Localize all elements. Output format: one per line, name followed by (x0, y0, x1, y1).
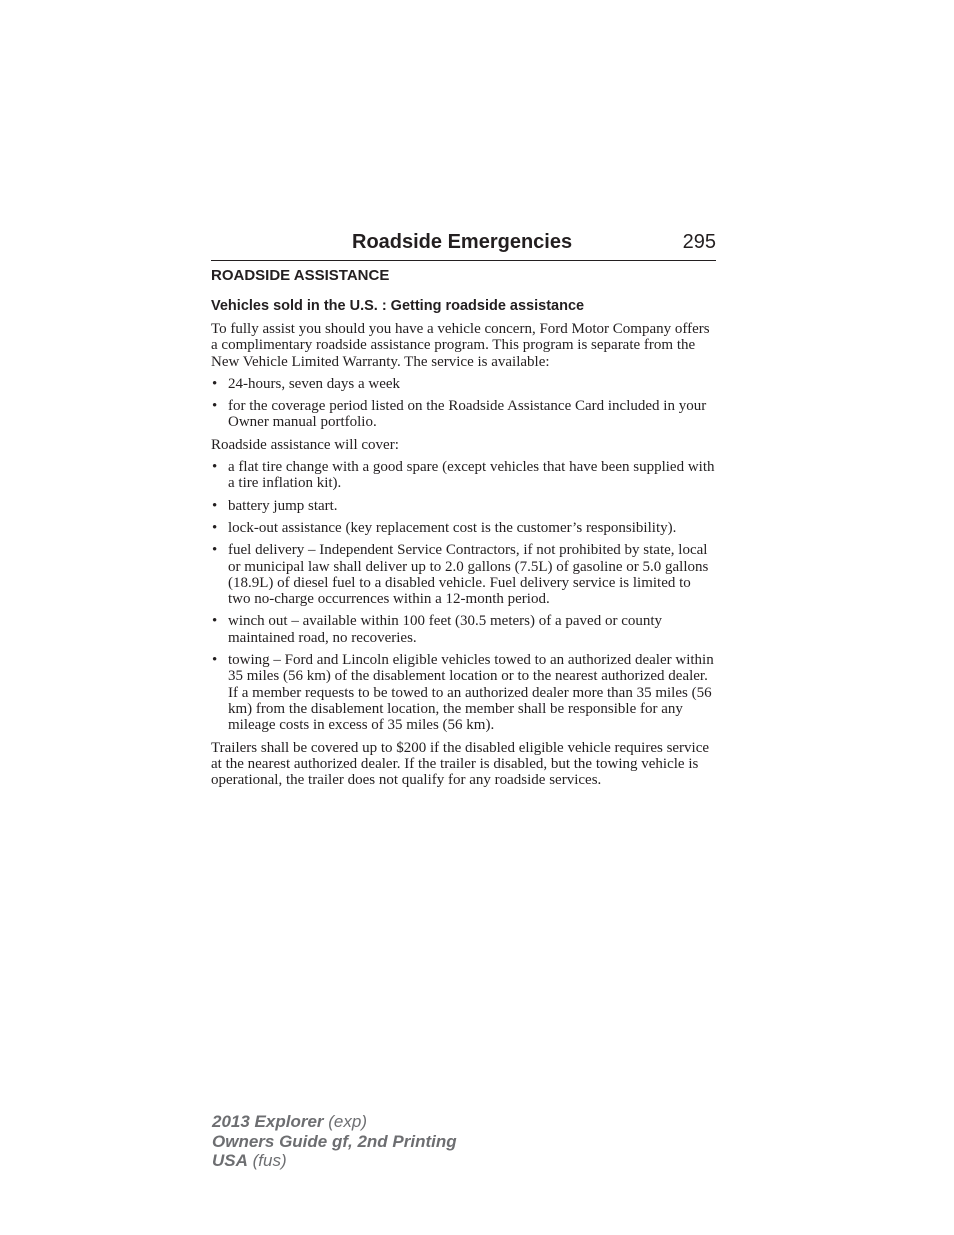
footer-market: USA (212, 1151, 248, 1170)
list-item (211, 398, 717, 431)
list-item-text: towing – Ford and Lincoln eligible vehicles towed to an authorized dealer within 35 miles (56 km) of the disablement location or to the nearest authorized dealer. If a member requests to be towed to an authorized dealer more than 35 miles (56 km) from the disablement location, the member shall be responsible for any mileage costs in excess of 35 miles (56 km). (228, 652, 714, 734)
footer-model-code: (exp) (328, 1112, 367, 1131)
page-header (211, 228, 716, 261)
bullet-icon: • (212, 542, 218, 559)
page-number: 295 (682, 231, 716, 253)
bullet-icon: • (212, 459, 218, 476)
footer-model: 2013 Explorer (212, 1112, 324, 1131)
page-content (211, 266, 717, 788)
list-item-text: a flat tire change with a good spare (except vehicles that have been supplied with a tire inflation kit). (228, 459, 715, 492)
header-title: Roadside Emergencies (352, 231, 573, 253)
list-item (211, 613, 717, 646)
list-item (211, 520, 717, 536)
list-item (211, 542, 717, 607)
list-item-text: winch out – available within 100 feet (30.5 meters) of a paved or county maintained road, no recoveries. (228, 613, 663, 646)
list-item-text: 24-hours, seven days a week (228, 375, 401, 392)
footer-line-market (212, 1151, 457, 1171)
section-heading: ROADSIDE ASSISTANCE (211, 267, 390, 284)
list-item (211, 652, 717, 733)
list-item-text: for the coverage period listed on the Roadside Assistance Card included in your Owner manual portfolio. (228, 398, 707, 431)
bullet-icon: • (212, 375, 218, 392)
cover-list (211, 459, 717, 733)
bullet-icon: • (212, 497, 218, 514)
footer-guide: Owners Guide gf, 2nd Printing (212, 1131, 457, 1151)
trailer-paragraph: Trailers shall be covered up to $200 if the disabled eligible vehicle requires service at the nearest authorized dealer. If the trailer is disabled, but the towing vehicle is operational, the trailer does not qualify for any roadside services. (211, 739, 710, 789)
footer-market-code: (fus) (252, 1151, 287, 1170)
sub-heading: Vehicles sold in the U.S. : Getting roadside assistance (211, 298, 585, 314)
bullet-icon: • (212, 519, 218, 536)
list-item (211, 459, 717, 492)
list-item-text: fuel delivery – Independent Service Contractors, if not prohibited by state, local or municipal law shall deliver up to 2.0 gallons (7.5L) of gasoline or 5.0 gallons (18.9L) of diesel fuel to a disabled vehicle. Fuel delivery service is limited to two no-charge occurrences within a 12-month period. (228, 542, 709, 608)
document-footer (212, 1112, 457, 1171)
cover-intro: Roadside assistance will cover: (211, 436, 399, 453)
availability-list (211, 376, 717, 431)
list-item-text: battery jump start. (228, 497, 338, 514)
bullet-icon: • (212, 398, 218, 415)
footer-line-model (212, 1112, 457, 1132)
list-item-text: lock-out assistance (key replacement cost is the customer’s responsibility). (228, 519, 677, 536)
list-item (211, 498, 717, 514)
intro-paragraph: To fully assist you should you have a vehicle concern, Ford Motor Company offers a complimentary roadside assistance program. This program is separate from the New Vehicle Limited Warranty. The service is available: (211, 321, 710, 370)
bullet-icon: • (212, 613, 218, 630)
bullet-icon: • (212, 652, 218, 669)
list-item (211, 376, 717, 392)
